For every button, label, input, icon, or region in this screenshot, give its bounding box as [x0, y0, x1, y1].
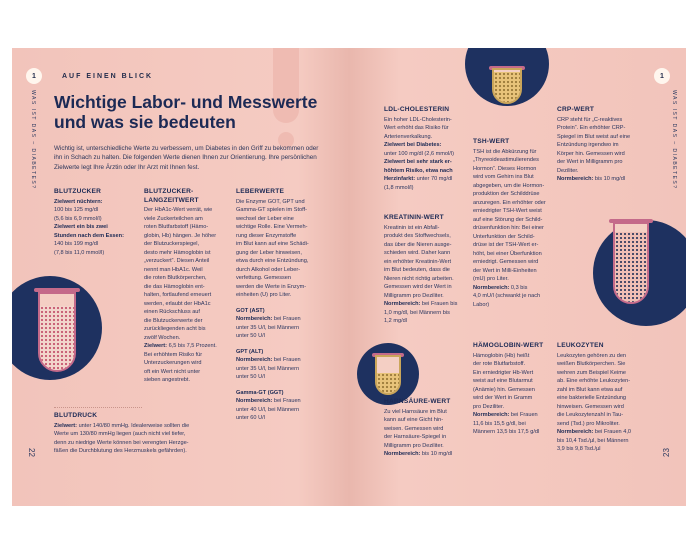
ggt-heading: Gamma-GT (GGT) [236, 389, 284, 396]
left-page [12, 48, 349, 506]
test-tube-icon [375, 355, 401, 395]
intro-paragraph: Wichtig ist, unterschiedliche Werte zu verbessern, um Diabetes in den Griff zu bekommen oder ihn in Schach zu halten. Die folgenden Werte dienen Ihnen zur Orientierung. Ihre persönlichen Zielwerte legt Ihre Ärztin oder Ihr Arzt mit Ihnen fest. [54, 145, 319, 171]
blutdruck-heading: BLUTDRUCK [54, 412, 98, 419]
chapter-number-badge: 1 [654, 68, 670, 84]
kreatinin-section: KREATININ-WERT Kreatinin ist ein Abfall- produkt des Stoffwechsels, das über die Nieren ausge- schieden wird. Daher kann ein erhöhter Kreatinin-Wert im Blut bedeuten, dass die Nieren nicht richtig arbeiten. Gemessen wird der Wert in Milligramm pro Deziliter. Normbereich: bei Frauen bis 1,0 mg/dl, bei Männern bis 1,2 mg/dl [384, 214, 474, 326]
crp-section: CRP-WERT CRP steht für „C-reaktives Protein“. Ein erhöhter CRP- Spiegel im Blut weist auf eine Entzündung irgendwo im Körper hin. Gemessen wird der Wert in Milligramm pro Deziliter. Normbereich: bis 10 mg/dl [557, 106, 653, 184]
test-tube-icon [38, 292, 76, 372]
vertical-chapter-label: WAS IST DAS – DIABETES? [671, 90, 677, 190]
leukozyten-heading: LEUKOZYTEN [557, 342, 604, 349]
ldl-section: LDL-CHOLESTERIN Ein hoher LDL-Cholesterin- Wert erhöht das Risiko für Arterienverkalkung. Zielwert bei Diabetes: unter 100 mg/dl (2,6 mmol/l) Zielwert bei sehr stark er- höhtem Risiko, etwa nach Herzinfarkt: unter 70 mg/dl (1,8 mmol/l) [384, 106, 474, 192]
tsh-heading: TSH-WERT [473, 138, 510, 145]
kreatinin-heading: KREATININ-WERT [384, 214, 444, 221]
langzeitwert-section: BLUTZUCKER- LANGZEITWERT Der HbA1c-Wert verrät, wie viele Zuckerteilchen am roten Blutfarbstoff (Hämo- globin, Hb) hängen. Je höher der Blutzuckerspiegel, desto mehr Hämoglobin ist „verzuckert“. Diesen Anteil nennt man HbA1c. Weil die roten Blutkörperchen, die das Hämoglobin ent- halten, fortlaufend erneuert werden, erlaubt der HbA1c einen Rückschluss auf die Blutzuckerwerte der zurückliegenden acht bis zwölf Wochen. Zielwert: 6,5 bis 7,5 Prozent. Bei erhöhtem Risiko für Unterzuckerungen wird oft ein Wert nicht unter sieben angestrebt. [144, 188, 230, 385]
got-heading: GOT (AST) [236, 307, 265, 314]
separator [54, 407, 142, 408]
book-spread [12, 48, 686, 506]
haemoglobin-heading: HÄMOGLOBIN-WERT [473, 342, 544, 349]
haemoglobin-section: HÄMOGLOBIN-WERT Hämoglobin (Hb) heißt der rote Blutfarbstoff. Ein erniedrigter Hb-Wert weist auf eine Blutarmut (Anämie) hin. Gemessen wird der Wert in Gramm pro Deziliter. Normbereich: bei Frauen 11,6 bis 15,5 g/dl, bei Männern 13,5 bis 17,5 g/dl [473, 342, 569, 437]
blutdruck-section: BLUTDRUCK Zielwert: unter 140/80 mmHg. Idealerweise sollten die Werte um 130/80 mmHg liegen (auch nicht viel tiefer, denn zu niedrige Werte können bei verengten Herzge- fäßen die Durchblutung des Herzmuskels gefährden). [54, 412, 234, 456]
gpt-heading: GPT (ALT) [236, 348, 264, 355]
page-number: 22 [26, 448, 36, 457]
langzeitwert-heading: BLUTZUCKER- LANGZEITWERT [144, 188, 199, 204]
harnsaeure-heading: HARNSÄURE-WERT [384, 398, 451, 405]
vertical-chapter-label: WAS IST DAS – DIABETES? [30, 90, 36, 190]
right-page [349, 48, 686, 506]
tsh-section: TSH-WERT TSH ist die Abkürzung für „Thyreoideastimulierendes Hormon“. Dieses Hormon wird vom Gehirn ins Blut abgegeben, um die Hormon- produktion der Schilddrüse anzuregen. Ein erhöhter oder erniedrigter TSH-Wert weist auf eine Störung der Schild- drüsenfunktion hin: Bei einer Unterfunktion der Schild- drüse ist der TSH-Wert er- höht, bei einer Überfunktion erniedrigt. Gemessen wird der Wert in Milli-Einheiten (mU) pro Liter. Normbereich: 0,3 bis 4,0 mU/l (schwankt je nach Labor) [473, 138, 569, 309]
blutzucker-section: BLUTZUCKER Zielwert nüchtern: 100 bis 125 mg/dl (5,6 bis 6,9 mmol/l) Zielwert ein bis zwei Stunden nach dem Essen: 140 bis 199 mg/dl (7,8 bis 11,0 mmol/l) [54, 188, 140, 257]
ldl-heading: LDL-CHOLESTERIN [384, 106, 450, 113]
crp-heading: CRP-WERT [557, 106, 595, 113]
blutzucker-heading: BLUTZUCKER [54, 188, 102, 195]
page-title: Wichtige Labor- und Messwerte und was sie bedeuten [54, 92, 318, 132]
leberwerte-heading: LEBERWERTE [236, 188, 285, 195]
chapter-number-badge: 1 [26, 68, 42, 84]
leukozyten-section: LEUKOZYTEN Leukozyten gehören zu den weißen Blutkörperchen. Sie wehren zum Beispiel Keime ab. Eine erhöhte Leukozyten- zahl im Blut kann etwa auf eine bakterielle Entzündung hinweisen. Gemessen wird die Leukozytenzahl in Tau- send (Tsd.) pro Mikroliter. Normbereich: bei Frauen 4,0 bis 10,4 Tsd./µl, bei Männern 3,9 bis 9,8 Tsd./µl [557, 342, 655, 454]
harnsaeure-section: HARNSÄURE-WERT Zu viel Harnsäure im Blut kann auf eine Gicht hin- weisen. Gemessen wird der Harnsäure-Spiegel in Milligramm pro Deziliter. Normbereich: bis 10 mg/dl [384, 398, 472, 459]
test-tube-icon [613, 222, 649, 304]
page-number: 23 [661, 448, 671, 457]
section-kicker: AUF EINEN BLICK [62, 73, 154, 80]
test-tube-icon [492, 68, 522, 104]
leberwerte-section: LEBERWERTE Die Enzyme GOT, GPT und Gamma-GT spielen im Stoff- wechsel der Leber eine wichtige Rolle. Eine Vermeh- rung dieser Enzymstoffe im Blut kann auf eine Schädi- gung der Leber hinweisen, etwa durch eine Entzündung, durch Alkohol oder Leber- verfettung. Gemessen werden die Werte in Enzym- einheiten (U) pro Liter. GOT (AST) Normbereich: bei Frauen unter 35 U/l, bei Männern unter 50 U/l GPT (ALT) Normbereich: bei Frauen unter 35 U/l, bei Männern unter 50 U/l Gamma-GT (GGT) Normbereich: bei Frauen unter 40 U/l, bei Männern unter 60 U/l [236, 188, 328, 423]
